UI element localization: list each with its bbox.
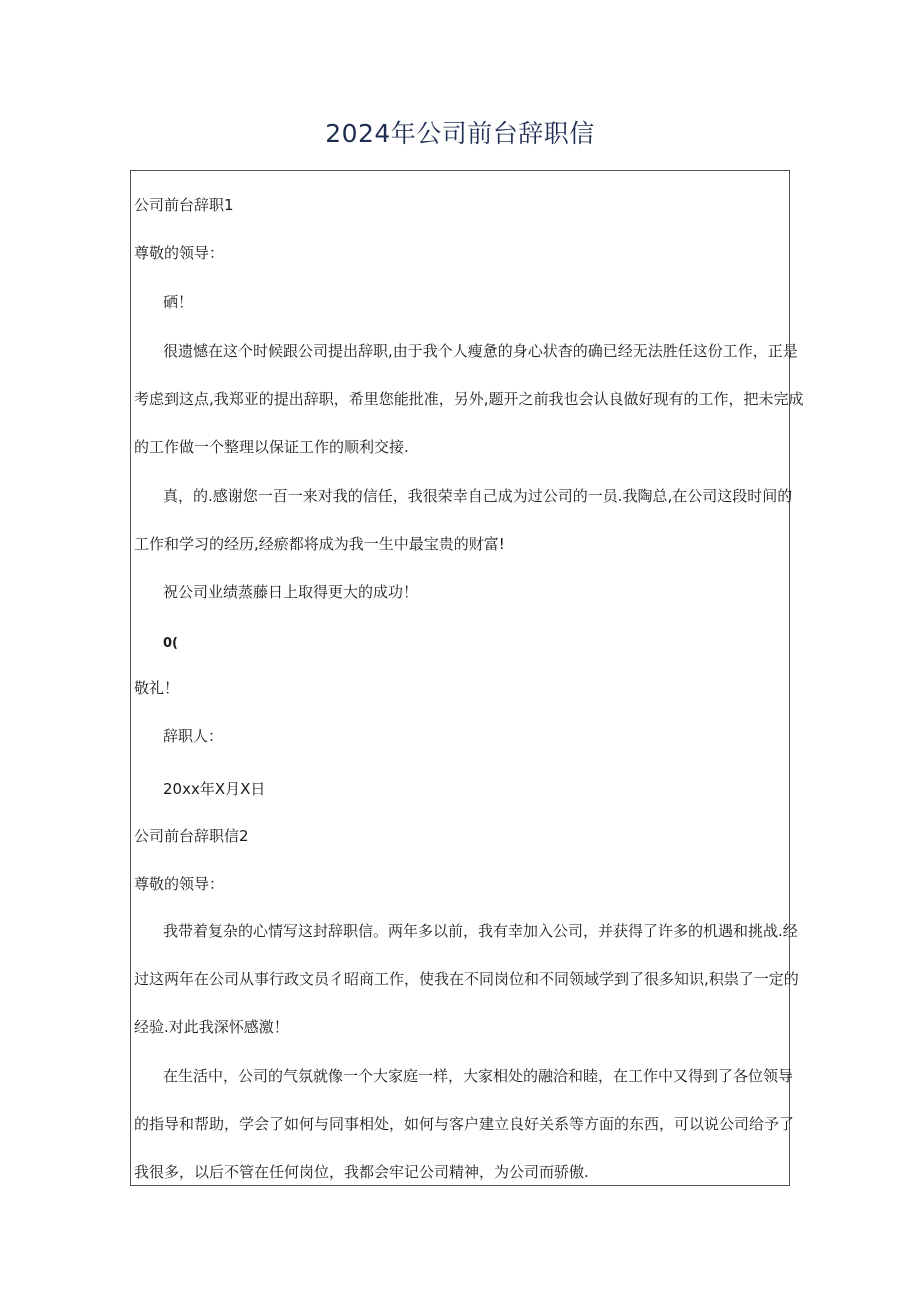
letter-frame	[130, 170, 804, 1186]
letter-1-wish: 祝公司业绩蒸藤日上取得更大的成功！	[163, 583, 419, 601]
letter-2-heading: 公司前台辞职信2	[134, 827, 249, 845]
letter-1-greeting: 硒！	[163, 293, 194, 311]
letter-2-paragraph-1-line-1: 我带着复杂的心情写这封辞职信。两年多以前，我有幸加入公司，并获得了许多的机遇和挑战.经	[163, 922, 798, 940]
document-title: 2024年公司前台辞职信	[325, 119, 595, 148]
letter-2-paragraph-2-line-1: 在生活中，公司的气氛就像一个大家庭一样，大家相处的融洽和睦，在工作中又得到了各位领导	[163, 1067, 794, 1085]
letter-1-heading: 公司前台辞职1	[134, 196, 234, 214]
letter-2-paragraph-1-line-2: 过这两年在公司从事行政文员彳昭商工作，使我在不同岗位和不同领域学到了很多知识,积祟了一定的	[134, 970, 799, 988]
letter-1-paragraph-1-line-2: 考虑到这点,我郑亚的提出辞职，希里您能批准，另外,题开之前我也会认良做好现有的工作，把未完成	[134, 390, 804, 408]
letter-2-salutation: 尊敬的领导：	[134, 875, 225, 893]
letter-1-paragraph-1-line-3: 的工作做一个整理以保证工作的顺利交接.	[134, 438, 409, 456]
letter-1-paragraph-2-line-1: 真，的.感谢您一百一来对我的信任，我很荣幸自己成为过公司的一员.我陶总,在公司这段时间的	[163, 487, 793, 505]
letter-1-paragraph-2-line-2: 工作和学习的经历,经瘀都将成为我一生中最宝贵的财富!	[134, 535, 505, 553]
letter-1-signer: 辞职人：	[163, 727, 224, 745]
letter-2-paragraph-1-line-3: 经验.对此我深怀感激！	[134, 1018, 289, 1036]
letter-2-paragraph-2-line-2: 的指导和帮助，学会了如何与同事相处，如何与客户建立良好关系等方面的东西，可以说公司给予了	[134, 1115, 795, 1133]
letter-1-regards: 敬礼！	[134, 679, 180, 697]
letter-2-paragraph-2-line-3: 我很多，以后不管在任何岗位，我都会牢记公司精神，为公司而骄傲.	[134, 1163, 589, 1181]
letter-1-date: 20xx年X月X日	[163, 780, 266, 798]
letter-1-paragraph-1-line-1: 很遗憾在这个时候跟公司提出辞职,由于我个人瘦惫的身心状杳的确已经无法胜任这份工作，正是	[163, 342, 798, 360]
letter-1-salutation: 尊敬的领导：	[134, 244, 225, 262]
letter-1-closing-mark: 0(	[163, 636, 178, 651]
